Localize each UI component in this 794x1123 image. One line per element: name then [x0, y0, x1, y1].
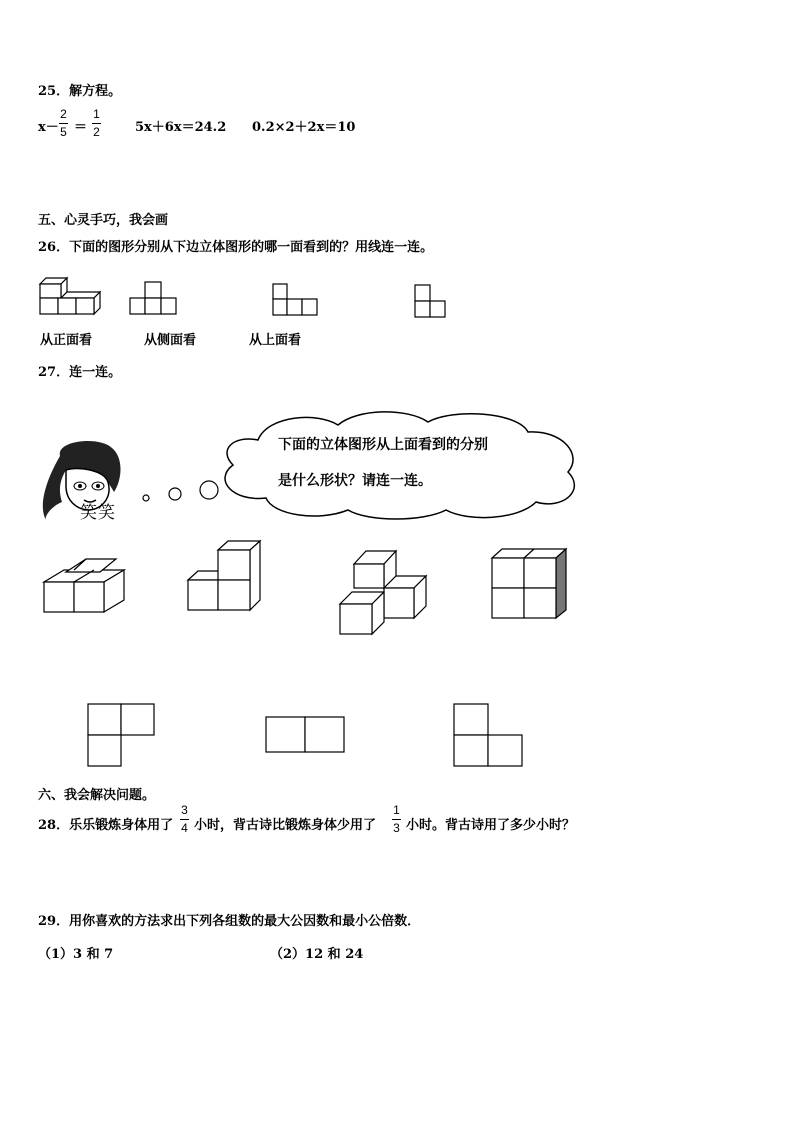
q25-title: 25．解方程。: [38, 84, 122, 99]
q27-view-2: [266, 717, 346, 754]
thought-dot: [200, 481, 218, 499]
q27-solid-4: [492, 548, 568, 620]
cloud-outline: [225, 412, 574, 519]
solid-front-cube: [524, 588, 556, 618]
thought-dot: [143, 495, 149, 501]
view-square: [88, 735, 121, 766]
view-square: [273, 284, 287, 299]
solid-front-cube: [218, 550, 250, 580]
solid-front-cube: [384, 588, 414, 618]
q26-view-a: [130, 282, 177, 315]
section6-title: 六、我会解决问题。: [38, 788, 156, 803]
q27-title: 27．连一连。: [38, 365, 122, 380]
frac-bar: [392, 819, 401, 820]
solid-front-cube: [40, 298, 58, 314]
solid-front-cube: [40, 284, 61, 298]
q26-label-front: 从正面看: [40, 333, 93, 348]
q26-solid-figure: [40, 276, 100, 316]
bubble-line2: 是什么形状？请连一连。: [278, 473, 432, 489]
solid-side-face-shaded: [556, 549, 566, 618]
view-square: [145, 282, 161, 298]
q26-label-side: 从侧面看: [144, 333, 197, 348]
view-square: [430, 301, 445, 317]
frac-numerator: 2: [60, 107, 67, 121]
solid-front-cube: [58, 298, 76, 314]
q28-frac2: [392, 804, 401, 835]
frac-denominator: 2: [93, 125, 100, 139]
bubble-line1: 下面的立体图形从上面看到的分别: [278, 437, 488, 453]
solid-front-cube: [44, 582, 74, 612]
solid-front-cube: [524, 558, 556, 588]
solid-front-cube: [74, 582, 104, 612]
solid-front-cube: [492, 588, 524, 618]
view-square: [454, 735, 488, 766]
view-square: [88, 704, 121, 735]
q26-title: 26．下面的图形分别从下边立体图形的哪一面看到的？用线连一连。: [38, 240, 434, 255]
frac-bar: [92, 123, 101, 124]
girl-hair-bow: [108, 472, 116, 480]
q28-prefix: 28．乐乐锻炼身体用了: [38, 818, 174, 833]
view-square: [121, 704, 154, 735]
girl-pupil: [96, 484, 100, 488]
q25-eq1-equals: ＝: [74, 120, 88, 135]
frac-numerator: 1: [393, 803, 400, 817]
view-square: [415, 285, 430, 301]
view-square: [130, 298, 145, 314]
q28-frac1: [180, 804, 189, 835]
q27-view-3: [454, 704, 524, 768]
q28-suffix: 小时。背古诗用了多少小时？: [406, 818, 576, 833]
girl-pupil: [78, 484, 82, 488]
solid-side-face: [250, 541, 260, 610]
solid-front-cube: [218, 580, 250, 610]
view-square: [266, 717, 305, 752]
view-square: [302, 299, 317, 315]
q26-label-top: 从上面看: [249, 333, 302, 348]
q27-view-1: [88, 704, 156, 768]
q29-title: 29．用你喜欢的方法求出下列各组数的最大公因数和最小公倍数．: [38, 914, 421, 929]
view-square: [415, 301, 430, 317]
q25-eq1-frac1: [59, 108, 68, 139]
solid-front-cube: [188, 580, 218, 610]
q29-part2: （2）12 和 24: [270, 947, 364, 962]
q29-part1: （1）3 和 7: [38, 947, 114, 962]
q27-solid-3: [340, 548, 428, 636]
girl-caption: 笑笑: [80, 503, 116, 523]
thought-dot: [169, 488, 181, 500]
frac-numerator: 1: [93, 107, 100, 121]
frac-denominator: 3: [393, 821, 400, 835]
solid-front-cube: [354, 564, 384, 588]
view-square: [488, 735, 522, 766]
section5-title: 五、心灵手巧，我会画: [38, 213, 169, 228]
q26-view-c: [415, 285, 446, 318]
frac-bar: [180, 819, 189, 820]
view-square: [454, 704, 488, 735]
q27-solid-2: [188, 540, 264, 612]
frac-numerator: 3: [181, 803, 188, 817]
thought-cloud: [218, 410, 580, 520]
q28-middle: 小时，背古诗比锻炼身体少用了: [194, 818, 377, 833]
view-square: [287, 299, 302, 315]
q26-view-b: [273, 284, 318, 316]
q25-eq1-prefix: x－: [38, 120, 59, 135]
frac-denominator: 5: [60, 125, 67, 139]
frac-bar: [59, 123, 68, 124]
view-square: [145, 298, 161, 314]
view-square: [161, 298, 176, 314]
frac-denominator: 4: [181, 821, 188, 835]
solid-top-face: [188, 571, 220, 580]
thought-dots: [140, 480, 220, 502]
solid-front-cube: [76, 298, 94, 314]
q25-eq3: 0.2×2＋2x＝10: [252, 120, 356, 135]
solid-front-cube: [340, 604, 372, 634]
q25-eq2: 5x＋6x＝24.2: [135, 120, 227, 135]
solid-front-cube: [492, 558, 524, 588]
q25-eq1-frac2: [92, 108, 101, 139]
view-square: [273, 299, 287, 315]
view-square: [305, 717, 344, 752]
q27-solid-1: [44, 558, 124, 614]
